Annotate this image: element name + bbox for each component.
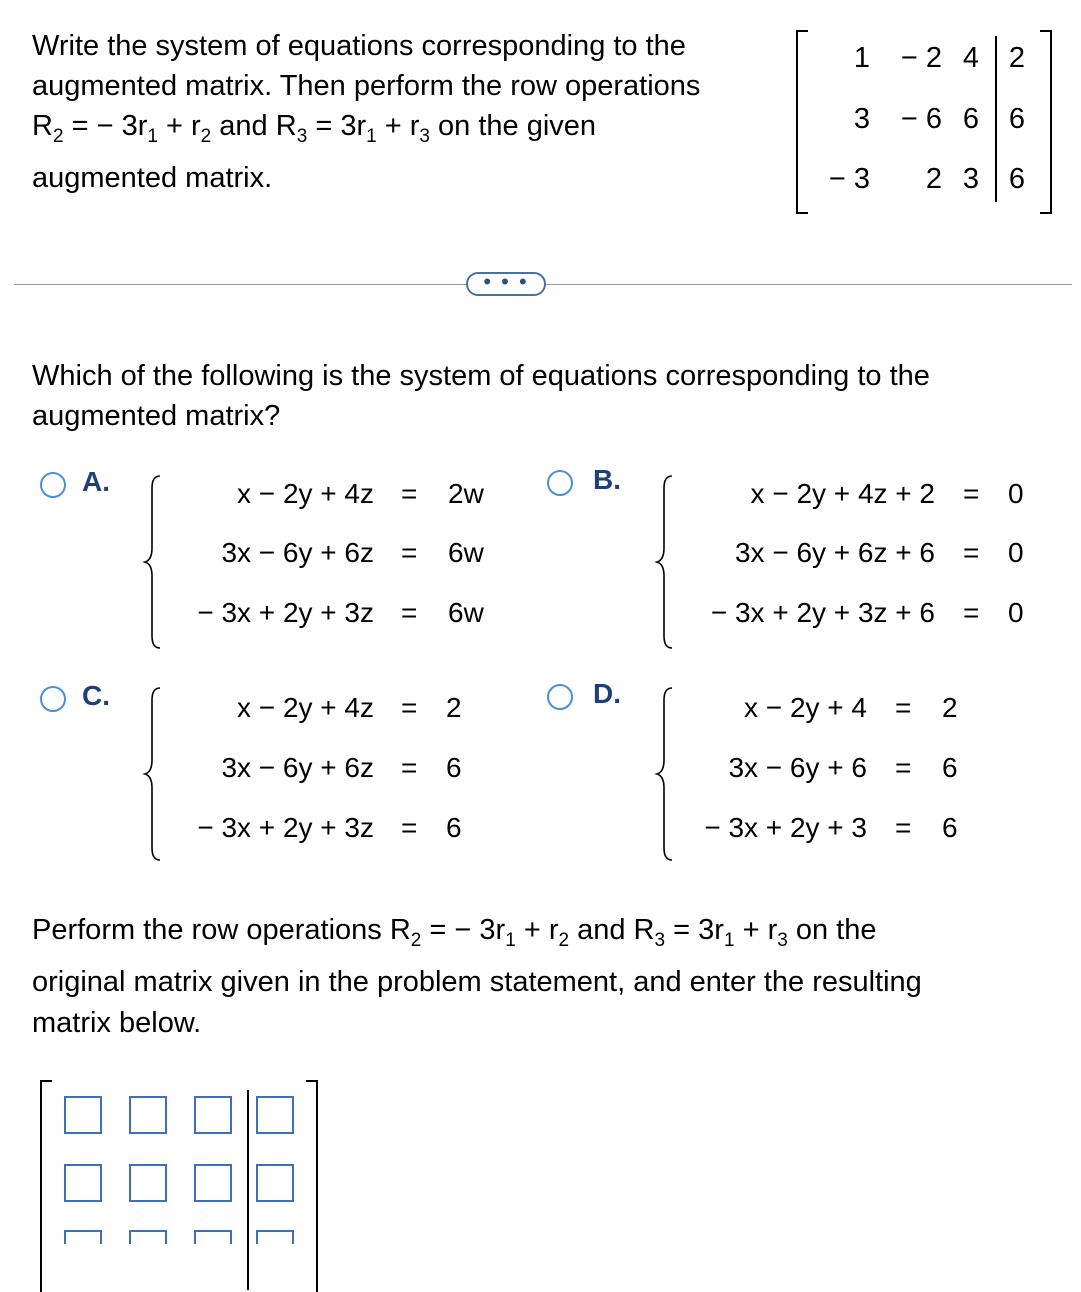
answer-cell-r3c2[interactable]	[129, 1230, 167, 1244]
matrix-cell: 3	[962, 163, 979, 195]
equation-lhs: − 3x + 2y + 3	[704, 812, 867, 843]
answer-matrix-left-bracket	[40, 1080, 52, 1292]
answer-cell-r3c3[interactable]	[194, 1230, 232, 1244]
equation-lhs: − 3x + 2y + 3z	[197, 597, 374, 628]
matrix-cell: 1	[853, 42, 870, 74]
equation-lhs: 3x − 6y + 6z	[221, 752, 374, 783]
equals-sign: =	[401, 752, 418, 783]
equation-lhs: x − 2y + 4	[744, 692, 867, 723]
equation-rhs: 2w	[448, 478, 484, 509]
answer-matrix-augment-bar	[247, 1090, 249, 1290]
problem-line-4: augmented matrix.	[32, 162, 273, 194]
answer-cell-r3c4[interactable]	[256, 1230, 294, 1244]
answer-cell-r2c4[interactable]	[256, 1164, 294, 1202]
matrix-cell: − 2	[900, 42, 942, 74]
equals-sign: =	[963, 537, 980, 568]
option-d-letter: D.	[593, 678, 621, 709]
instruction-line-3: matrix below.	[32, 1007, 202, 1039]
equals-sign: =	[401, 478, 418, 509]
equation-rhs: 6w	[448, 537, 484, 568]
equation-lhs: 3x − 6y + 6z	[221, 537, 374, 568]
equation-lhs: x − 2y + 4z	[237, 692, 374, 723]
equals-sign: =	[401, 537, 418, 568]
equals-sign: =	[895, 752, 912, 783]
problem-line-3: $R_2$ = − $3r_1 + r_2$ and $R_3 = 3r_1 + r_3$ on the given	[32, 110, 597, 147]
equation-lhs: x − 2y + 4z + 2	[750, 478, 935, 509]
answer-matrix-right-bracket	[306, 1080, 318, 1292]
instruction-line-2: original matrix given in the problem statement, and enter the resulting	[32, 966, 922, 998]
instruction-line-1: Perform the row operations $R_2$ = − $3r_1 + r_2$ and $R_3 = 3r_1 + r_3$ on the	[32, 914, 877, 951]
equals-sign: =	[895, 692, 912, 723]
matrix-cell: 2	[925, 163, 942, 195]
matrix-cell: 6	[962, 103, 979, 135]
option-c-radio[interactable]	[40, 686, 66, 712]
equation-rhs: 6w	[448, 597, 484, 628]
matrix-cell: 4	[962, 42, 979, 74]
equation-rhs: 2	[942, 692, 958, 723]
equation-lhs: x − 2y + 4z	[237, 478, 374, 509]
equation-rhs: 6	[446, 752, 462, 783]
left-brace-icon	[142, 474, 164, 650]
option-b-letter: B.	[593, 464, 621, 495]
problem-line-2: augmented matrix. Then perform the row operations	[32, 70, 701, 102]
left-brace-icon	[654, 686, 676, 862]
question-line-1: Which of the following is the system of equations corresponding to the	[32, 360, 930, 392]
left-brace-icon	[142, 686, 164, 862]
answer-cell-r2c2[interactable]	[129, 1164, 167, 1202]
equals-sign: =	[401, 812, 418, 843]
option-a-radio[interactable]	[40, 472, 66, 498]
equation-rhs: 6	[942, 752, 958, 783]
answer-cell-r2c1[interactable]	[64, 1164, 102, 1202]
matrix-cell: 2	[1008, 42, 1025, 74]
matrix-left-bracket	[796, 30, 808, 214]
matrix-right-bracket	[1040, 30, 1052, 214]
equation-rhs: 6	[446, 812, 462, 843]
equation-rhs: 0	[1008, 537, 1024, 568]
equation-rhs: 0	[1008, 597, 1024, 628]
equals-sign: =	[895, 812, 912, 843]
answer-cell-r1c1[interactable]	[64, 1096, 102, 1134]
matrix-augment-bar	[995, 36, 997, 202]
question-line-2: augmented matrix?	[32, 400, 281, 432]
equation-rhs: 0	[1008, 478, 1024, 509]
equation-lhs: − 3x + 2y + 3z + 6	[710, 597, 935, 628]
option-a-letter: A.	[82, 466, 110, 497]
matrix-cell: 6	[1008, 103, 1025, 135]
answer-cell-r1c2[interactable]	[129, 1096, 167, 1134]
equals-sign: =	[401, 597, 418, 628]
option-d-radio[interactable]	[547, 684, 573, 710]
answer-cell-r2c3[interactable]	[194, 1164, 232, 1202]
problem-line-1: Write the system of equations corresponding to the	[32, 30, 686, 62]
equation-lhs: 3x − 6y + 6z + 6	[734, 537, 935, 568]
equation-lhs: − 3x + 2y + 3z	[197, 812, 374, 843]
matrix-cell: 3	[853, 103, 870, 135]
matrix-cell: 6	[1008, 163, 1025, 195]
answer-cell-r1c3[interactable]	[194, 1096, 232, 1134]
left-brace-icon	[654, 474, 676, 650]
matrix-cell: − 3	[828, 163, 870, 195]
equation-lhs: 3x − 6y + 6	[728, 752, 867, 783]
show-more-button[interactable]: • • •	[466, 272, 546, 296]
answer-cell-r3c1[interactable]	[64, 1230, 102, 1244]
answer-cell-r1c4[interactable]	[256, 1096, 294, 1134]
option-c-letter: C.	[82, 680, 110, 711]
equation-rhs: 2	[446, 692, 462, 723]
equals-sign: =	[401, 692, 418, 723]
equation-rhs: 6	[942, 812, 958, 843]
equals-sign: =	[963, 597, 980, 628]
option-b-radio[interactable]	[547, 470, 573, 496]
equals-sign: =	[963, 478, 980, 509]
matrix-cell: − 6	[900, 103, 942, 135]
